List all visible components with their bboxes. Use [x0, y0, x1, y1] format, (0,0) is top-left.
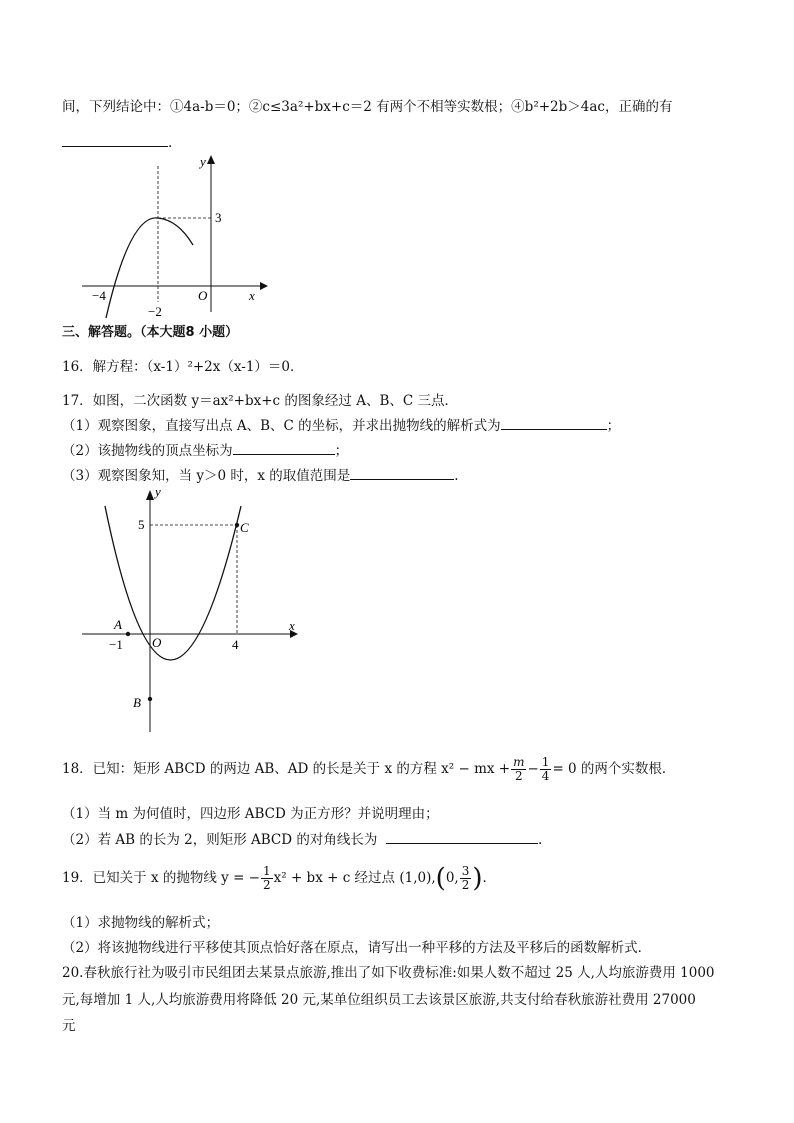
q17-part1-text: （1）观察图象，直接写出点 A、B、C 的坐标，并求出抛物线的解析式为	[62, 418, 501, 434]
q19-fraction-3-over-2: $\frac{3}{2}$	[461, 864, 470, 892]
q18-stem	[62, 756, 675, 783]
graph1-label-y: y	[200, 154, 206, 169]
q18-fraction-m-over-2: $\frac{m}{2}$	[513, 755, 525, 783]
q19-part1: （1）求抛物线的解析式；	[62, 915, 220, 931]
graph2-label-5: 5	[138, 517, 145, 532]
q18-minus: −	[527, 761, 539, 777]
q19-prefix: 19．已知关于 x 的抛物线 y = −	[62, 870, 260, 886]
q15-text: 间，下列结论中：①4a-b＝0；②c≤3a²+bx+c＝2 有两个不相等实数根；④b²+2b＞4ac，正确的有	[62, 99, 673, 115]
q15-line2	[62, 133, 172, 152]
graph1-label-x: x	[249, 288, 255, 303]
q17-line2	[62, 416, 620, 435]
q17-part2-end: ；	[334, 443, 349, 459]
q17-line3	[62, 441, 348, 460]
q17-line1: 17．如图，二次函数 y＝ax²+bx+c 的图象经过 A、B、C 三点．	[62, 393, 458, 409]
q18-suffix: = 0 的两个实数根．	[552, 761, 676, 777]
q15-line1	[62, 98, 672, 116]
graph2-label-b: B	[133, 695, 141, 710]
graph2-point-c	[235, 523, 239, 527]
q20-line2: 元,每增加 1 人,人均旅游费用将降低 20 元,某单位组织员工去该景区旅游,共支付给春秋旅游社费用 27000	[62, 992, 696, 1008]
q20-line3: 元	[62, 1018, 76, 1034]
q17-part3-end: .	[454, 468, 459, 484]
graph2-curve	[105, 506, 241, 660]
q17-part3-text: （3）观察图象知，当 y＞0 时，x 的取值范围是	[62, 468, 351, 484]
q19-stem: 19．已知关于 x 的抛物线 y = − $\frac{1}{2}$ x² + bx + c 经过点 (1,0),(0, $\frac{3}{2}$ )．	[62, 863, 496, 894]
q15-period: .	[168, 135, 173, 151]
graph1-label-neg2: −2	[148, 304, 162, 319]
graph2-label-neg1: −1	[109, 637, 123, 652]
q20-line1: 20.春秋旅行社为吸引市民组团去某景点旅游,推出了如下收费标准:如果人数不超过 25 人,人均旅游费用 1000	[62, 965, 715, 981]
graph1-parabola	[78, 152, 278, 322]
q19-fraction-1-over-2: $\frac{1}{2}$	[263, 864, 271, 892]
graph2-point-a	[126, 632, 130, 636]
q18-prefix: 18．已知：矩形 ABCD 的两边 AB、AD 的长是关于 x 的方程 x² − mx +	[62, 761, 511, 777]
q16: 16．解方程：（x-1）²+2x（x-1）＝0．	[62, 359, 304, 375]
q18-part2-text: （2）若 AB 的长为 2，则矩形 ABCD 的对角线长为	[62, 832, 378, 848]
q19-suffix: ．	[482, 870, 496, 886]
q17-part1-blank[interactable]	[501, 416, 607, 430]
graph1-label-o: O	[198, 288, 208, 303]
graph2-label-4: 4	[232, 637, 239, 652]
graph1-curve	[106, 218, 193, 318]
q19-part2: （2）将该抛物线进行平移使其顶点恰好落在原点，请写出一种平移的方法及平移后的函数解析式．	[62, 940, 652, 956]
graph1-y-arrow	[207, 155, 215, 164]
q17-part2-text: （2）该抛物线的顶点坐标为	[62, 443, 233, 459]
q17-part2-blank[interactable]	[233, 441, 335, 455]
q15-answer-blank[interactable]	[62, 133, 168, 147]
section3-title: 三、解答题。（本大题8 小题）	[62, 325, 239, 340]
graph2-label-a: A	[114, 617, 122, 632]
q18-fraction-1-over-4: $\frac{1}{4}$	[541, 755, 550, 783]
q18-part2-end: .	[537, 832, 543, 848]
q17-part1-end: ；	[606, 418, 621, 434]
q19-point-x: 0,	[445, 870, 459, 886]
graph1-label-neg4: −4	[92, 288, 106, 303]
graph2-y-arrow	[146, 490, 154, 500]
q18-part2	[62, 830, 542, 849]
graph2-label-y: y	[155, 486, 161, 499]
graph2-point-b	[148, 697, 152, 701]
q17-line4	[62, 466, 459, 485]
q17-part3-blank[interactable]	[350, 466, 454, 480]
q18-part1: （1）当 m 为何值时，四边形 ABCD 为正方形？并说明理由；	[62, 806, 439, 822]
q19-middle: x² + bx + c 经过点 (1,0),	[273, 870, 436, 886]
q18-part2-blank[interactable]	[386, 830, 538, 844]
graph1-label-3: 3	[215, 210, 222, 225]
graph2-label-x: x	[289, 618, 295, 633]
graph2-label-o: O	[152, 635, 162, 650]
graph2-label-c: C	[240, 520, 249, 535]
graph2-parabola	[76, 486, 306, 736]
graph1-x-arrow	[260, 282, 268, 290]
